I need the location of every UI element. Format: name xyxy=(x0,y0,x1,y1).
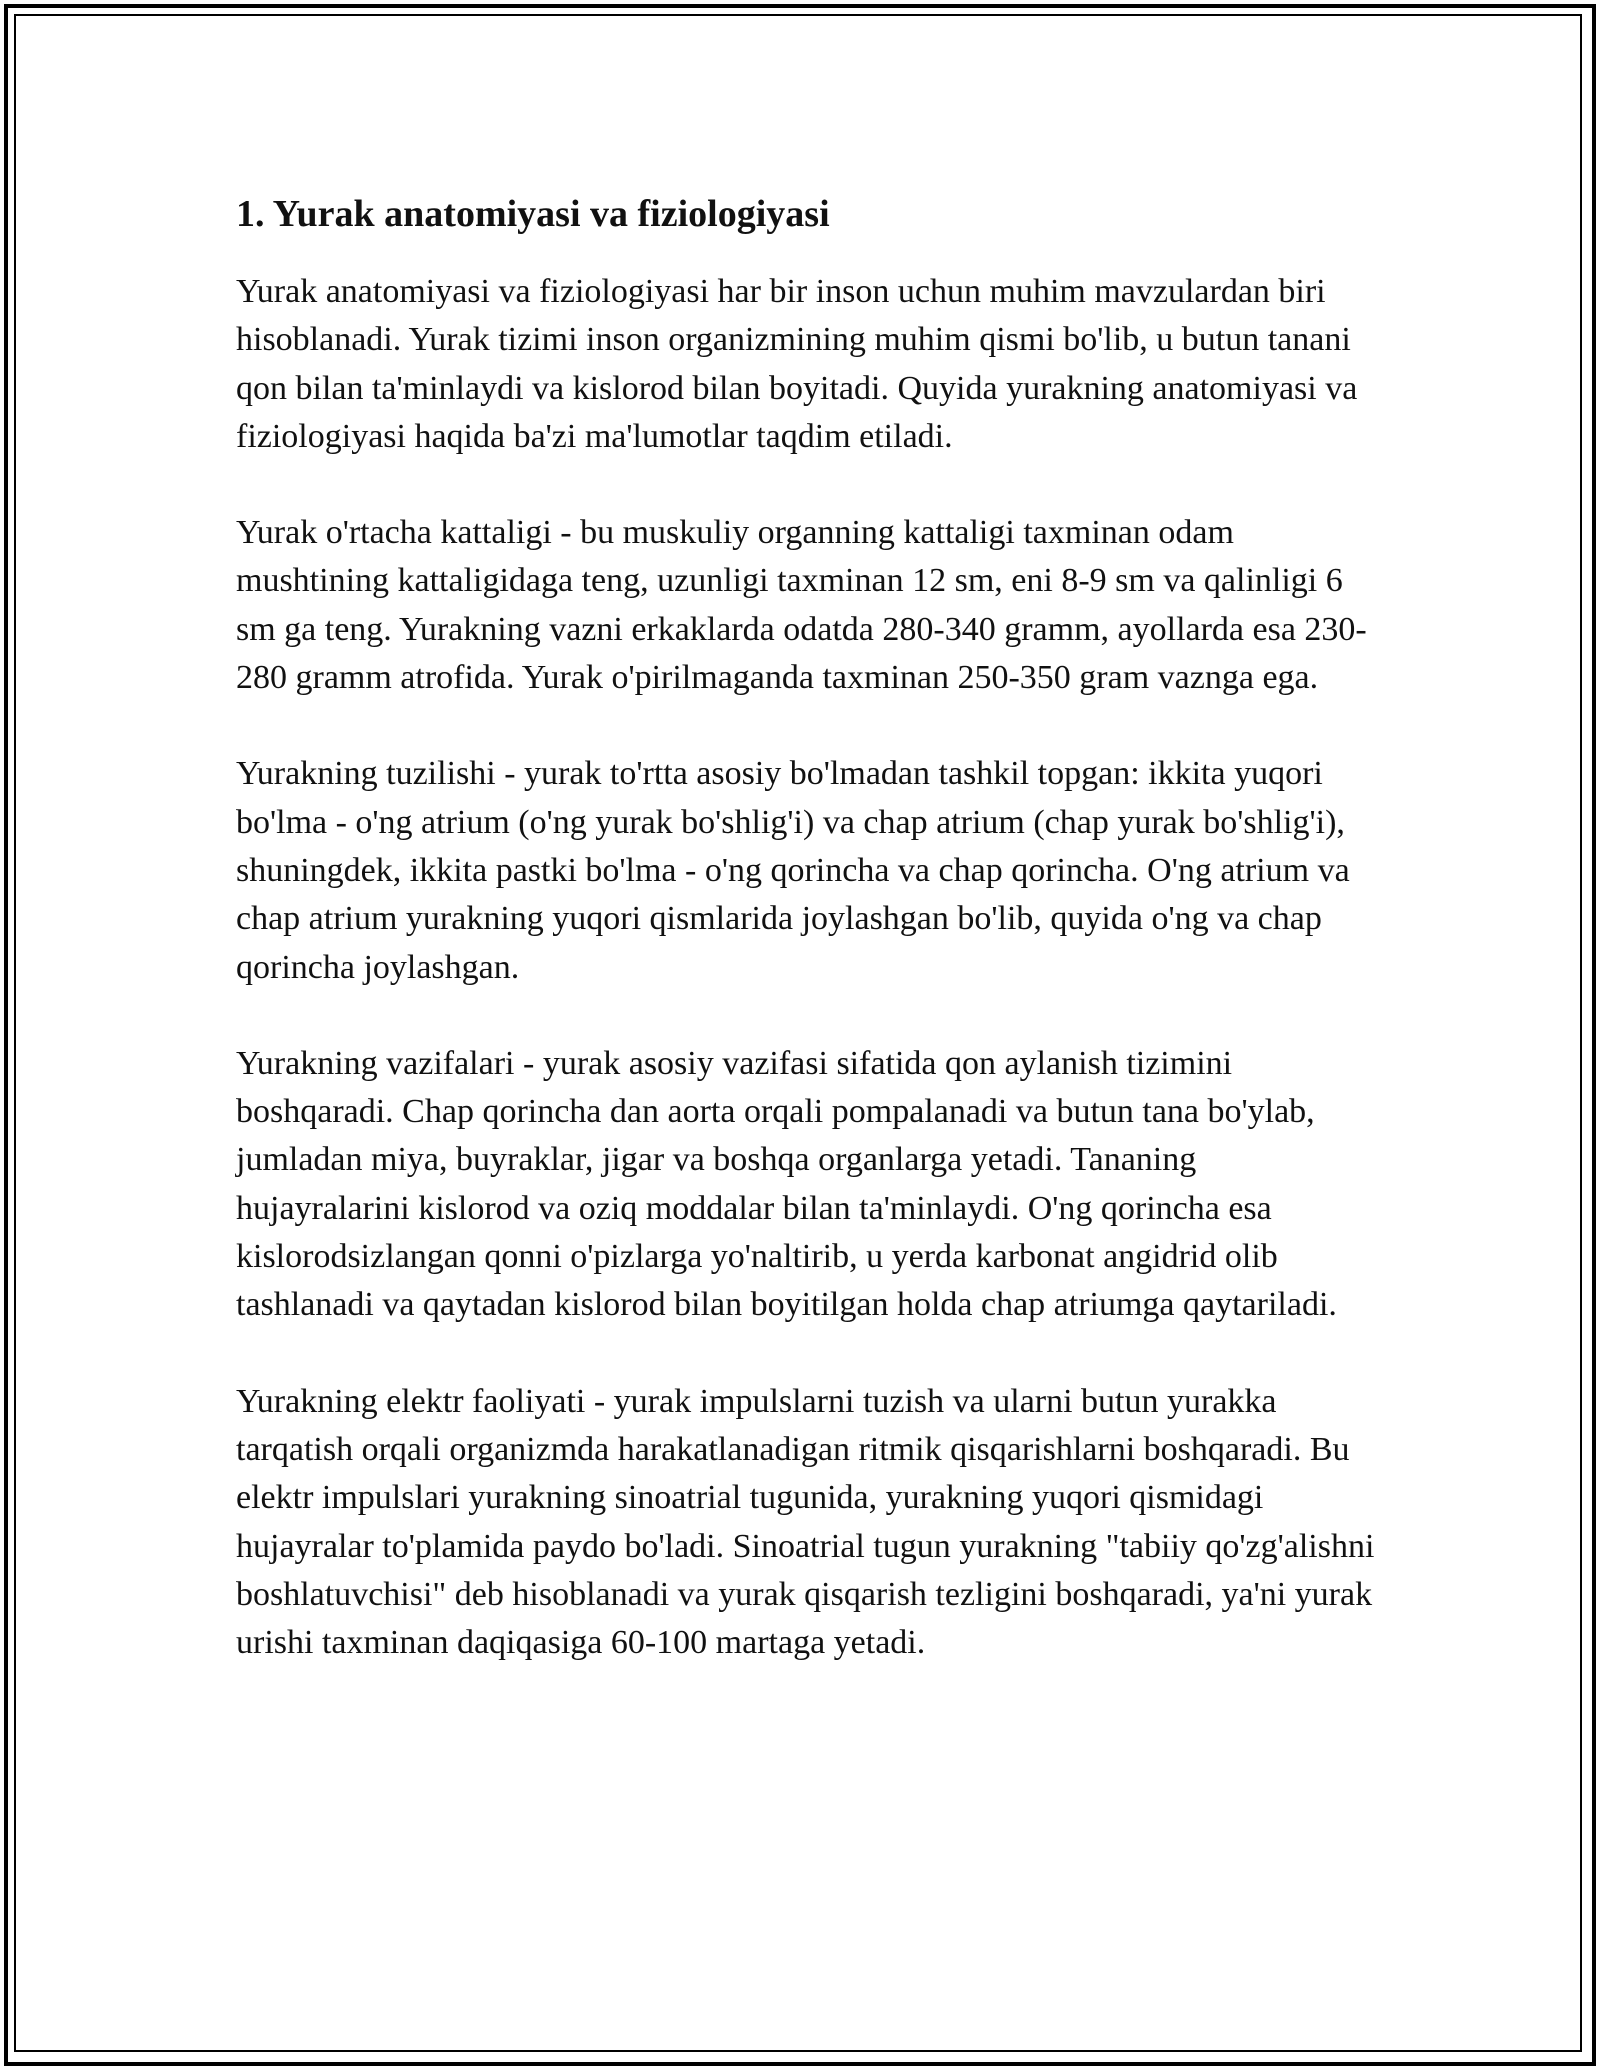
paragraph-intro: Yurak anatomiyasi va fiziologiyasi har bir inson uchun muhim mavzulardan biri hisoblanadi. Yurak tizimi inson organizmining muhim qismi bo'lib, u butun tanani qon bilan ta'minlaydi va kislorod bilan boyitadi. Quyida yurakning anatomiyasi va fiziologiyasi haqida ba'zi ma'lumotlar taqdim etiladi. xyxy=(236,273,1358,455)
document-body xyxy=(236,186,1376,1715)
section-title: 1. Yurak anatomiyasi va fiziologiyasi xyxy=(236,193,830,235)
paragraph-heart-structure: Yurakning tuzilishi - yurak to'rtta asosiy bo'lmadan tashkil topgan: ikkita yuqori bo'lma - o'ng atrium (o'ng yurak bo'shlig'i) va chap atrium (chap yurak bo'shlig'i), shuningdek, ikkita pastki bo'lma - o'ng qorincha va chap qorincha. O'ng atrium va chap atrium yurakning yuqori qismlarida joylashgan bo'lib, quyida o'ng va chap qorincha joylashgan. xyxy=(236,755,1350,986)
paragraph-heart-functions: Yurakning vazifalari - yurak asosiy vazifasi sifatida qon aylanish tizimini boshqaradi. Chap qorincha dan aorta orqali pompalanadi va butun tana bo'ylab, jumladan miya, buyraklar, jigar va boshqa organlarga yetadi. Tananing hujayralarini kislorod va oziq moddalar bilan ta'minlaydi. O'ng qorincha esa kislorodsizlangan qonni o'pizlarga yo'naltirib, u yerda karbonat angidrid olib tashlanadi va qaytadan kislorod bilan boyitilgan holda chap atriumga qaytariladi. xyxy=(236,1044,1337,1324)
paragraph-heart-electrical-activity: Yurakning elektr faoliyati - yurak impulslarni tuzish va ularni butun yurakka tarqatish orqali organizmda harakatlanadigan ritmik qisqarishlarni boshqaradi. Bu elektr impulslari yurakning sinoatrial tugunida, yurakning yuqori qismidagi hujayralar to'plamida paydo bo'ladi. Sinoatrial tugun yurakning "tabiiy qo'zg'alishni boshlatuvchisi" deb hisoblanadi va yurak qisqarish tezligini boshqaradi, ya'ni yurak urishi taxminan daqiqasiga 60-100 martaga yetadi. xyxy=(236,1382,1375,1662)
paragraph-heart-size: Yurak o'rtacha kattaligi - bu muskuliy organning kattaligi taxminan odam mushtining kattaligidaga teng, uzunligi taxminan 12 sm, eni 8-9 sm va qalinligi 6 sm ga teng. Yurakning vazni erkaklarda odatda 280-340 gramm, ayollarda esa 230-280 gramm atrofida. Yurak o'pirilmaganda taxminan 250-350 gram vaznga ega. xyxy=(236,514,1367,697)
